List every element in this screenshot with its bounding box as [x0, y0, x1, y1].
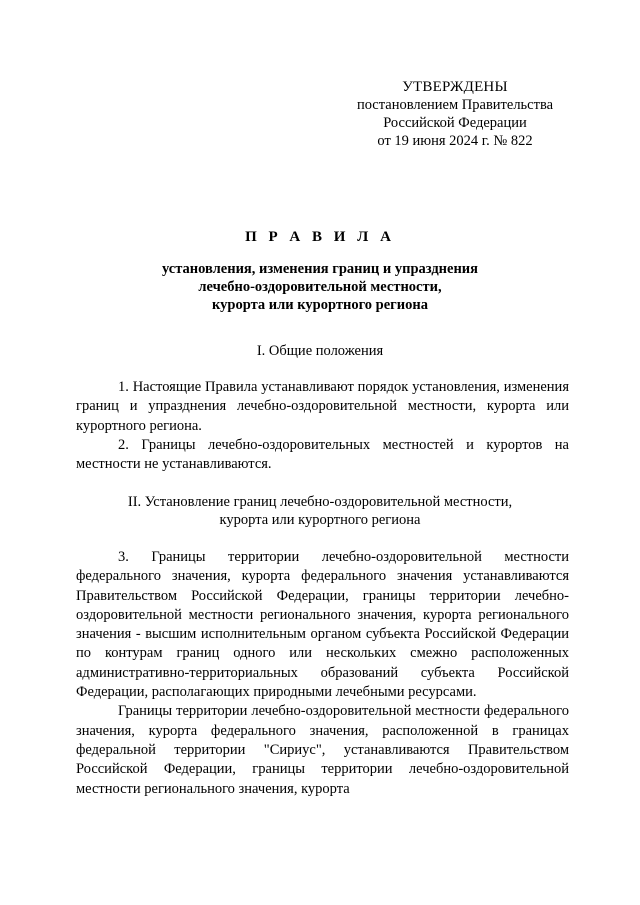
- title-subtitle-line: установления, изменения границ и упразднения: [161, 261, 479, 277]
- approval-stamp: [340, 78, 570, 150]
- section-heading-line: II. Установление границ лечебно-оздоровительной местности,: [127, 494, 513, 510]
- title-subtitle-line: лечебно-оздоровительной местности,: [198, 279, 442, 295]
- approval-heading: УТВЕРЖДЕНЫ: [402, 79, 508, 95]
- title-main: П Р А В И Л А: [245, 229, 395, 245]
- title-subtitle: [60, 260, 580, 314]
- paragraph: Границы территории лечебно-оздоровительной местности федерального значения, курорта федерального значения, расположенной в границах федеральной территории "Сириус", устанавливаются Правительством Российской Федерации, границы территории лечебно-оздоровительной местности регионального значения, курорта: [76, 703, 569, 797]
- section-1-heading: [60, 342, 580, 360]
- title-subtitle-line: курорта или курортного региона: [212, 297, 428, 313]
- section-heading-line: I. Общие положения: [256, 343, 384, 359]
- section-heading-line: курорта или курортного региона: [219, 512, 421, 528]
- paragraph: 1. Настоящие Правила устанавливают порядок установления, изменения границ и упразднения лечебно-оздоровительной местности, курорта или курортного региона.: [76, 379, 569, 434]
- section-2-body: [76, 548, 569, 799]
- approval-line: от 19 июня 2024 г. № 822: [377, 133, 533, 149]
- document-title: [60, 229, 580, 314]
- approval-line: Российской Федерации: [383, 115, 527, 131]
- approval-line: постановлением Правительства: [356, 97, 554, 113]
- paragraph: 3. Границы территории лечебно-оздоровительной местности федерального значения, курорта федерального значения устанавливаются Правительством Российской Федерации, границы территории лечебно-оздоровительной местности регионального значения, курорта регионального значения - высшим исполнительным органом субъекта Российской Федерации по контурам границ одного или нескольких смежно расположенных административно-территориальных образований субъекта Российской Федерации, располагающих природными лечебными ресурсами.: [76, 549, 569, 701]
- section-2-heading: [60, 493, 580, 529]
- section-1-body: [76, 378, 569, 474]
- paragraph: 2. Границы лечебно-оздоровительных местностей и курортов на местности не устанавливаются.: [76, 436, 569, 473]
